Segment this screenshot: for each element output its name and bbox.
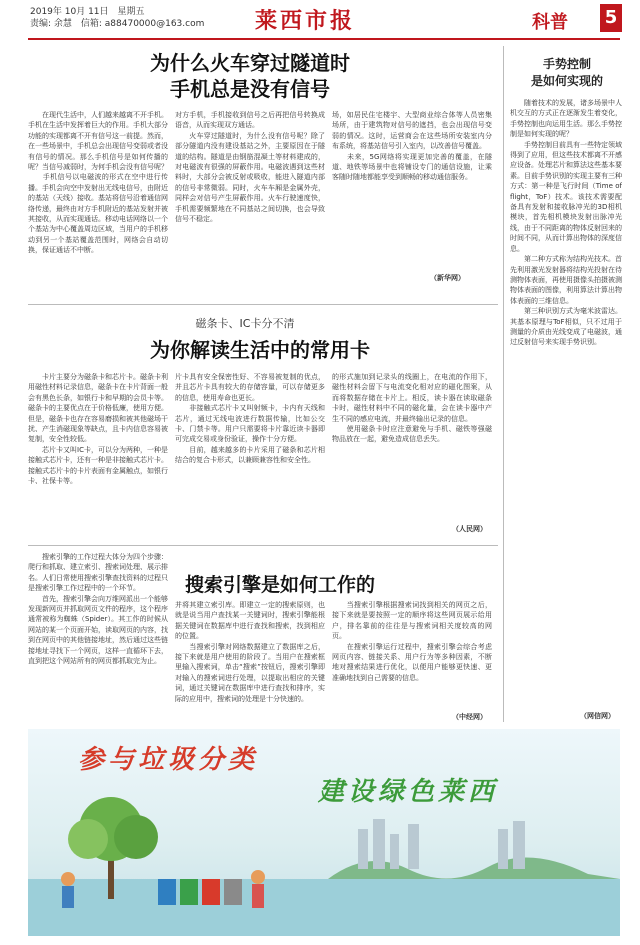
article1-column-1: 在现代生活中，人们越来越离不开手机。手机在生活中发挥着巨大的作用。手机大部分功能的实现都离不开有信号这一前提。然而，在一些场景中，手机总会出现信号变弱或者没有信号的情况。那么手机信号是如何传播的呢？当信号减弱时，为何手机会没有信号呢？ 手机信号以电磁波的形式在空中进行传播。手机会向空中发射出无线电信号，由附近的基站（天线）接收。基站将信号沿着通信网络传递，最终由对方手机附近的基站发射并被其接收，从而实现通话。移动电话网络以一个个基站为中心覆盖周边区域，当用户的手机移动到另一个基站覆盖范围时，网络会自动切换，保证通话不中断。 — [28, 111, 168, 255]
sidebar-body: 随着技术的发展，诸多场景中人机交互的方式正在逐渐发生着变化，手势控制也向运用生活。那么手势控制是如何实现的呢？ 手势控制目前具有一些特定领域得到了应用，但这些技术都离不开感应设备。处理芯片和算法这些基本要素。目前手势识别的实现主要有三种方式：第一种是飞行时间（Time of flight，ToF）技术。该技术需要配备具有发射和接收脉冲光的3D相机模块，首先相机模块发射出脉冲光线，由于不同距离的物体反射回来的时间不同，从而计算出物体的深度信息。 第二种方式称为结构光技术。首先利用激光发射器将结构光投射在待测物体表面，再使用摄像头拍摄被测物体表面的图像，利用算法计算出物体表面的三维信息。 第三种识别方式为毫米波雷达。其基本原理与ToF相似，只不过用于测量的介质由光线变成了电磁波，通过反射信号来实现手势识别。 — [510, 99, 622, 347]
sidebar-source: （网信网） — [580, 712, 615, 720]
banner-slogan-left: 参与垃圾分类 — [78, 745, 259, 775]
sidebar-divider — [503, 46, 504, 722]
lake-icon — [28, 879, 620, 936]
article3-column-2: 并将其建立索引库。即建立一定的搜索原则，也就是说当用户查找某一关键词时，搜索引擎能根据关键词在数据库中进行查找和搜索，找到相应的位置。 当搜索引擎对网络数据建立了数据库之后，接下来就是用户使用的阶段了。当用户在搜索框里输入搜索词，单击“搜索”按钮后，搜索引擎即对输入的搜索词进行处理，以提取出相应的关键词，通过关键词在数据库中进行查找和排序，实际的应用中，搜索词的处理是十分快速的。 — [175, 601, 325, 703]
article1-headline-line1: 为什么火车穿过隧道时 — [150, 51, 350, 75]
article1-source: （新华网） — [430, 274, 465, 282]
article1-headline-line2: 手机总是没有信号 — [170, 77, 330, 101]
article2-column-3: 的形式施加到记录头的线圈上，在电流的作用下，磁性材料会留下与电流变化相对应的磁化图案，从而将数据存储在卡片上。相反，读卡器在读取磁条卡时，磁性材料中不同的磁化量，会在读卡器中产生不同的感应电流，并最终输出记录的信息。 使用磁条卡时应注意避免与手机、磁铁等强磁物品放在一起，避免造成信息丢失。 — [332, 373, 492, 444]
article3-headline: 搜索引擎是如何工作的 — [184, 574, 375, 596]
article2-column-2: 片卡具有安全保密性好、不容易被复制的优点，并且芯片卡具有较大的存储容量，可以存储更多的信息，使用寿命也更长。 非接触式芯片卡又叫射频卡，卡内有天线和芯片，通过无线电波进行数据传输，比如公交卡、门禁卡等。用户只需要将卡片靠近读卡器即可完成交易或身份验证，操作十分方便。 目前，越来越多的卡片采用了磁条和芯片相结合的复合卡形式，以兼顾兼容性和安全性。 — [175, 373, 325, 465]
article-divider-1 — [28, 304, 498, 305]
issue-info — [30, 6, 204, 30]
section-name: 科普 — [532, 12, 568, 33]
sidebar-headline-line1: 手势控制 — [542, 57, 591, 71]
page-header — [0, 0, 640, 40]
header-rule — [28, 38, 620, 40]
article2-headline: 为你解读生活中的常用卡 — [150, 338, 370, 362]
editor-contact: 责编: 余慧 信箱: a88470000@163.com — [30, 19, 205, 29]
sidebar-headline — [512, 56, 622, 90]
city-skyline-icon — [358, 819, 525, 869]
article3-source: （中经网） — [452, 713, 487, 721]
article-divider-2 — [28, 545, 498, 546]
page-number-badge: 5 — [600, 4, 622, 32]
article1-column-2: 对方手机，手机接收到信号之后再把信号转换成语音，从而实现双方通话。 火车穿过隧道时，为什么没有信号呢？除了部分隧道内没有建设基站之外，主要原因在于隧道的结构。隧道是由钢筋混凝土等材料建成的，对电磁波有很强的屏蔽作用。电磁波遇到这些材料时，大部分会被反射或吸收，能进入隧道内部的信号非常微弱。同时，火车车厢是金属外壳，同样会对信号产生屏蔽作用。火车行驶速度快，手机需要频繁地在不同基站之间切换，也会导致信号不稳定。 — [175, 111, 325, 224]
article2-kicker: 磁条卡、IC卡分不清 — [195, 317, 295, 330]
article2-column-1: 卡片主要分为磁条卡和芯片卡。磁条卡利用磁性材料记录信息，磁条卡在卡片背面一般会有黑色长条，如银行卡和早期的会员卡等。磁条卡的主要优点在于价格低廉，使用方便。但是，磁条卡也存在容易磨损和被其他磁场干扰、产生消磁现象等缺点，且卡内信息容易被复制，安全性较低。 芯片卡又叫IC卡，可以分为两种，一种是接触式芯片卡，还有一种是非接触式芯片卡。接触式芯片卡的卡片表面有金属触点，如银行卡、社保卡等。 — [28, 373, 168, 486]
sidebar-headline-line2: 是如何实现的 — [530, 74, 603, 88]
newspaper-name: 莱西市报 — [255, 8, 356, 34]
garbage-sorting-banner — [28, 729, 620, 936]
article2-source: （人民网） — [452, 525, 487, 533]
article3-column-1: 搜索引擎的工作过程大体分为四个步骤：爬行和抓取、建立索引、搜索词处理、展示排名。人们日常使用搜索引擎查找资料的过程只是搜索引擎工作过程中的一个环节。 首先，搜索引擎会向万维网派出一个能够发现新网页并抓取网页文件的程序，这个程序通常被称为蜘蛛（Spider）。其工作的时候从网站的某一个页面开始，读取网页的内容，找到在网页中的其他链接地址，然后通过这些链接地址寻找下一个网页，这样一直循环下去，直到把这个网站所有的网页都抓取完为止。 — [28, 553, 168, 666]
article1-column-3: 场，如居民住宅楼宇、大型商业综合体等人员密集场所，由于建筑物对信号的遮挡，也会出现信号变弱的情况。这时，运营商会在这些场所安装室内分布系统，将基站信号引入室内，以改善信号覆盖。 未来，5G网络将实现更加完善的覆盖，在隧道、地铁等场景中也将铺设专门的通信设施，让乘客随时随地都能享受到顺畅的移动通信服务。 — [332, 111, 492, 182]
issue-date: 2019年 10月 11日 星期五 — [30, 7, 145, 17]
article3-column-3: 当搜索引擎根据搜索词找到相关的网页之后，接下来就是要按照一定的顺序将这些网页展示给用户，排名靠前的往往是与搜索词相关度较高的网页。 在搜索引擎运行过程中，搜索引擎会综合考虑网页内容、链接关系、用户行为等多种因素，不断地对搜索结果进行优化，以便用户能够更快速、更准确地找到自己需要的信息。 — [332, 601, 492, 682]
island-icon — [328, 858, 620, 879]
banner-slogan-right: 建设绿色莱西 — [318, 777, 499, 807]
article1-headline — [70, 50, 430, 102]
